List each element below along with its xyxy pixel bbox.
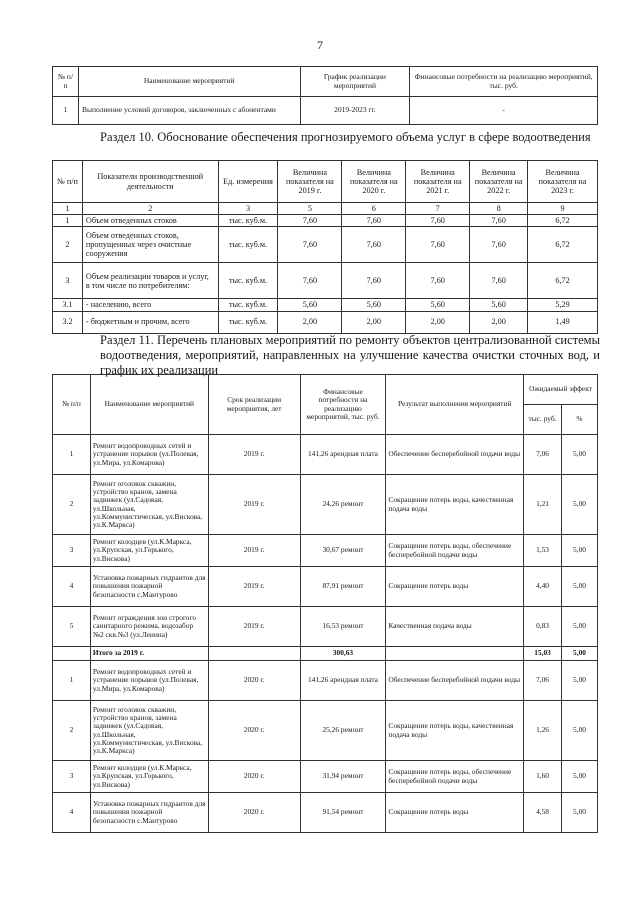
col-header-term: Срок реализации мероприятия, лет xyxy=(208,375,300,435)
table-row: 3 Ремонт колодцев (ул.К.Маркса, ул.Крупская, ул.Горького, ул.Вискова) 2020 г. 31,94 ремонт Сокращение потерь воды, обеспечение бесперебойной подачи воды 1,60 5,00 xyxy=(53,761,598,793)
col-header-result: Результат выполнения мероприятий xyxy=(386,375,524,435)
volume-indicators-table xyxy=(52,160,598,334)
table-row: 3.1 - населению, всего тыс. куб.м. 5,60 5,60 5,60 5,60 5,29 xyxy=(53,299,598,311)
activities-table xyxy=(52,66,598,125)
section-11-heading: Раздел 11. Перечень плановых мероприятий по ремонту объектов централизованной системы водоотведения, мероприятий, направленных на улучшение качества очистки сточных вод, и график их реализации xyxy=(100,333,600,377)
table-row: 2 Ремонт оголовок скважин, устройство кранов, замена задвижек (ул.Садовая, ул.Школьная, ул.Коммунистическая, ул.Вискова, ул.К.Маркса) 2019 г. 24,26 ремонт Сокращение потерь воды, качественная подача воды 1,21 5,00 xyxy=(53,475,598,535)
col-header-2019: Величина показателя на 2019 г. xyxy=(278,161,342,203)
table-row: 3 Ремонт колодцев (ул.К.Маркса, ул.Крупская, ул.Горького, ул.Вискова) 2019 г. 30,67 ремонт Сокращение потерь воды, обеспечение бесперебойной подачи воды 1,53 5,00 xyxy=(53,535,598,567)
table-row: 4 Установка пожарных гидрантов для повышения пожарной безопасности с.Мантурово 2020 г. 91,54 ремонт Сокращение потерь воды 4,58 5,00 xyxy=(53,793,598,833)
table-row: 1 Выполнение условий договоров, заключенных с абонентами 2019-2023 гг. - xyxy=(53,97,598,125)
table-row: 2 Объем отведенных стоков, пропущенных через очистные сооружения тыс. куб.м. 7,60 7,60 7,60 7,60 6,72 xyxy=(53,227,598,263)
col-header-name: Наименование мероприятий xyxy=(78,67,300,97)
table-row: 5 Ремонт ограждения зон строгого санитарного режима, водозабор №2 скв.№3 (ул.Ленина) 2019 г. 16,53 ремонт Качественная подача воды 0,83 5,00 xyxy=(53,607,598,647)
col-header-num: № п/п xyxy=(53,67,79,97)
col-header-name: Наименование мероприятий xyxy=(90,375,208,435)
table-row: 3 Объем реализации товаров и услуг, в том числе по потребителям: тыс. куб.м. 7,60 7,60 7,60 7,60 6,72 xyxy=(53,263,598,299)
col-header-2021: Величина показателя на 2021 г. xyxy=(406,161,470,203)
table-row: 2 Ремонт оголовок скважин, устройство кранов, замена задвижек (ул.Садовая, ул.Школьная, ул.Коммунистическая, ул.Вискова, ул.К.Маркса) 2020 г. 25,26 ремонт Сокращение потерь воды, качественная подача воды 1,26 5,00 xyxy=(53,701,598,761)
col-header-2022: Величина показателя на 2022 г. xyxy=(470,161,528,203)
total-row-2019: Итого за 2019 г. 300,63 15,03 5,00 xyxy=(53,647,598,661)
col-header-2023: Величина показателя на 2023 г. xyxy=(528,161,598,203)
section-10-heading: Раздел 10. Обоснование обеспечения прогнозируемого объема услуг в сфере водоотведения xyxy=(100,130,591,144)
column-number-row: 1 2 3 5 6 7 8 9 xyxy=(53,203,598,215)
col-header-schedule: График реализации мероприятий xyxy=(300,67,410,97)
col-header-finance: Финансовые потребности на реализацию мероприятий, тыс. руб. xyxy=(410,67,598,97)
col-header-finance: Финансовые потребности на реализацию мероприятий, тыс. руб. xyxy=(300,375,386,435)
repair-plan-table xyxy=(52,374,598,833)
col-header-num: № п/п xyxy=(53,375,91,435)
col-header-unit: Ед. измерения xyxy=(218,161,278,203)
table-row: 3.2 - бюджетным и прочим, всего тыс. куб.м. 2,00 2,00 2,00 2,00 1,49 xyxy=(53,311,598,333)
table-row: 1 Объем отведенных стоков тыс. куб.м. 7,60 7,60 7,60 7,60 6,72 xyxy=(53,215,598,227)
col-header-effect-rub: тыс. руб. xyxy=(524,405,562,435)
col-header-effect: Ожидаемый эффект xyxy=(524,375,598,405)
table-row: 1 Ремонт водопроводных сетей и устранение порывов (ул.Полевая, ул.Мира, ул.Комарова) 2020 г. 141,26 арендная плата Обеспечение бесперебойной подачи воды 7,06 5,00 xyxy=(53,661,598,701)
col-header-2020: Величина показателя на 2020 г. xyxy=(342,161,406,203)
col-header-effect-pct: % xyxy=(562,405,598,435)
table-row: 4 Установка пожарных гидрантов для повышения пожарной безопасности с.Мантурово 2019 г. 87,91 ремонт Сокращение потерь воды 4,40 5,00 xyxy=(53,567,598,607)
table-row: 1 Ремонт водопроводных сетей и устранение порывов (ул.Полевая, ул.Мира, ул.Комарова) 2019 г. 141,26 арендная плата Обеспечение бесперебойной подачи воды 7,06 5,00 xyxy=(53,435,598,475)
col-header-num: № п/п xyxy=(53,161,83,203)
page-number: 7 xyxy=(317,38,323,52)
col-header-indicators: Показатели производственной деятельности xyxy=(82,161,218,203)
